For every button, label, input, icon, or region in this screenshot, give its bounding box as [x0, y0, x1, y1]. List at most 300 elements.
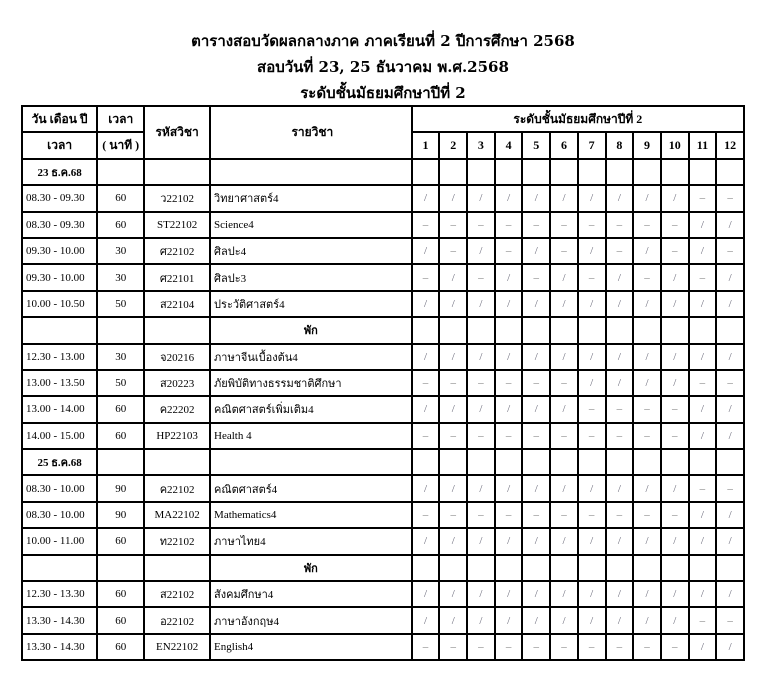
class-12-cell [716, 370, 744, 396]
exam-row [22, 264, 744, 290]
exam-taken-mark: / [673, 192, 677, 205]
class-7-cell [578, 291, 606, 317]
not-applicable-mark: – [644, 429, 650, 442]
exam-taken-mark: / [590, 377, 594, 390]
empty-cell [578, 449, 606, 475]
not-applicable-mark: – [450, 641, 456, 653]
class-9-cell [633, 423, 661, 449]
subject-name: ประวัติศาสตร์4 [210, 291, 412, 317]
exam-taken-mark: / [590, 245, 594, 258]
exam-taken-mark: / [617, 297, 621, 310]
exam-taken-mark: / [617, 271, 621, 284]
class-12-cell [716, 185, 744, 211]
class-5-cell [522, 212, 550, 238]
not-applicable-mark: – [505, 641, 512, 653]
exam-taken-mark: / [700, 218, 704, 231]
exam-minutes: 60 [97, 634, 144, 660]
not-applicable-mark: – [616, 429, 623, 442]
empty-cell [439, 159, 467, 185]
exam-taken-mark: / [479, 614, 483, 627]
class-3-cell [467, 185, 495, 211]
class-5-cell [522, 581, 550, 607]
not-applicable-mark: – [422, 429, 429, 442]
class-10-cell [661, 370, 689, 396]
class-6-cell [550, 212, 578, 238]
class-11-cell [689, 475, 717, 501]
empty-cell [550, 555, 578, 581]
empty-cell [522, 555, 550, 581]
exam-taken-mark: / [507, 535, 511, 548]
empty-cell [606, 317, 634, 343]
exam-taken-mark: / [590, 350, 594, 363]
exam-taken-mark: / [507, 297, 511, 310]
not-applicable-mark: – [478, 429, 484, 442]
empty-cell [467, 449, 495, 475]
class-4-cell [495, 581, 523, 607]
exam-date: 23 ธ.ค.68 [22, 159, 97, 185]
exam-taken-mark: / [534, 535, 538, 548]
class-10-cell [661, 634, 689, 660]
exam-minutes: 60 [97, 607, 144, 633]
class-1-cell [412, 528, 440, 554]
column-header-class-7: 7 [578, 132, 606, 158]
column-header-class-9: 9 [633, 132, 661, 158]
class-8-cell [606, 634, 634, 660]
class-1-cell [412, 423, 440, 449]
empty-cell [97, 449, 144, 475]
empty-cell [210, 159, 412, 185]
class-1-cell [412, 344, 440, 370]
class-12-cell [716, 607, 744, 633]
class-10-cell [661, 212, 689, 238]
exam-taken-mark: / [673, 350, 677, 363]
class-3-cell [467, 238, 495, 264]
class-4-cell [495, 502, 523, 528]
break-row [22, 555, 744, 581]
exam-minutes: 60 [97, 396, 144, 422]
class-12-cell [716, 396, 744, 422]
class-4-cell [495, 238, 523, 264]
class-3-cell [467, 581, 495, 607]
class-9-cell [633, 264, 661, 290]
empty-cell [633, 159, 661, 185]
class-4-cell [495, 185, 523, 211]
subject-code: ส20223 [144, 370, 210, 396]
not-applicable-mark: – [505, 377, 512, 390]
class-2-cell [439, 185, 467, 211]
empty-cell [633, 449, 661, 475]
class-3-cell [467, 264, 495, 290]
class-8-cell [606, 423, 634, 449]
exam-taken-mark: / [700, 588, 704, 601]
class-9-cell [633, 396, 661, 422]
exam-taken-mark: / [562, 271, 566, 284]
class-6-cell [550, 528, 578, 554]
not-applicable-mark: – [616, 509, 623, 522]
empty-cell [97, 317, 144, 343]
not-applicable-mark: – [478, 218, 484, 231]
exam-row [22, 344, 744, 370]
not-applicable-mark: – [533, 641, 540, 653]
class-8-cell [606, 396, 634, 422]
class-7-cell [578, 238, 606, 264]
class-11-cell [689, 344, 717, 370]
exam-minutes: 50 [97, 370, 144, 396]
not-applicable-mark: – [699, 482, 706, 495]
not-applicable-mark: – [450, 509, 456, 522]
empty-cell [689, 159, 717, 185]
class-9-cell [633, 370, 661, 396]
class-9-cell [633, 185, 661, 211]
class-10-cell [661, 291, 689, 317]
not-applicable-mark: – [671, 641, 678, 653]
empty-cell [661, 159, 689, 185]
column-header-grade-group: ระดับชั้นมัธยมศึกษาปีที่ 2 [412, 106, 744, 132]
class-2-cell [439, 238, 467, 264]
class-10-cell [661, 396, 689, 422]
empty-cell [522, 159, 550, 185]
class-4-cell [495, 291, 523, 317]
exam-row [22, 370, 744, 396]
exam-time: 08.30 - 09.30 [22, 212, 97, 238]
subject-code: อ22102 [144, 607, 210, 633]
not-applicable-mark: – [505, 429, 512, 442]
not-applicable-mark: – [561, 509, 567, 522]
exam-time: 08.30 - 10.00 [22, 475, 97, 501]
exam-taken-mark: / [673, 297, 677, 310]
class-2-cell [439, 528, 467, 554]
class-12-cell [716, 291, 744, 317]
class-4-cell [495, 344, 523, 370]
class-10-cell [661, 607, 689, 633]
column-header-date: วัน เดือน ปี [22, 106, 97, 132]
not-applicable-mark: – [422, 377, 429, 390]
not-applicable-mark: – [450, 245, 456, 258]
exam-taken-mark: / [534, 482, 538, 495]
exam-taken-mark: / [645, 192, 649, 205]
class-2-cell [439, 344, 467, 370]
column-header-class-2: 2 [439, 132, 467, 158]
class-4-cell [495, 212, 523, 238]
class-3-cell [467, 607, 495, 633]
class-2-cell [439, 607, 467, 633]
class-3-cell [467, 370, 495, 396]
class-1-cell [412, 502, 440, 528]
class-4-cell [495, 396, 523, 422]
exam-taken-mark: / [590, 482, 594, 495]
class-3-cell [467, 475, 495, 501]
empty-cell [522, 317, 550, 343]
not-applicable-mark: – [450, 377, 456, 390]
class-12-cell [716, 264, 744, 290]
exam-taken-mark: / [617, 377, 621, 390]
empty-cell [633, 317, 661, 343]
class-5-cell [522, 634, 550, 660]
class-4-cell [495, 475, 523, 501]
class-12-cell [716, 212, 744, 238]
class-10-cell [661, 185, 689, 211]
class-5-cell [522, 370, 550, 396]
class-4-cell [495, 634, 523, 660]
exam-taken-mark: / [673, 377, 677, 390]
break-row [22, 317, 744, 343]
empty-cell [689, 317, 717, 343]
exam-taken-mark: / [451, 350, 455, 363]
class-6-cell [550, 607, 578, 633]
not-applicable-mark: – [505, 218, 512, 231]
class-7-cell [578, 581, 606, 607]
class-3-cell [467, 396, 495, 422]
class-8-cell [606, 264, 634, 290]
exam-minutes: 60 [97, 423, 144, 449]
subject-code: จ20216 [144, 344, 210, 370]
subject-name: English4 [210, 634, 412, 660]
grade-level: ระดับชั้นมัธยมศึกษาปีที่ 2 [300, 84, 466, 102]
class-12-cell [716, 344, 744, 370]
empty-cell [606, 449, 634, 475]
header-row-1 [22, 106, 744, 132]
exam-taken-mark: / [590, 535, 594, 548]
not-applicable-mark: – [644, 218, 650, 231]
class-8-cell [606, 581, 634, 607]
class-3-cell [467, 634, 495, 660]
empty-cell [495, 159, 523, 185]
exam-taken-mark: / [479, 245, 483, 258]
class-3-cell [467, 212, 495, 238]
class-6-cell [550, 634, 578, 660]
break-label: พัก [210, 317, 412, 343]
exam-taken-mark: / [617, 614, 621, 627]
class-5-cell [522, 291, 550, 317]
not-applicable-mark: – [533, 271, 540, 284]
class-12-cell [716, 581, 744, 607]
not-applicable-mark: – [450, 429, 456, 442]
class-10-cell [661, 581, 689, 607]
class-5-cell [522, 344, 550, 370]
class-11-cell [689, 502, 717, 528]
class-6-cell [550, 344, 578, 370]
column-header-class-12: 12 [716, 132, 744, 158]
class-2-cell [439, 264, 467, 290]
not-applicable-mark: – [450, 218, 456, 231]
subject-name: คณิตศาสตร์4 [210, 475, 412, 501]
exam-taken-mark: / [562, 350, 566, 363]
exam-taken-mark: / [424, 192, 428, 205]
subject-name: ภาษาไทย4 [210, 528, 412, 554]
exam-taken-mark: / [728, 218, 732, 231]
class-12-cell [716, 502, 744, 528]
subject-name: สังคมศึกษา4 [210, 581, 412, 607]
exam-taken-mark: / [507, 403, 511, 416]
empty-cell [412, 449, 440, 475]
exam-taken-mark: / [617, 588, 621, 601]
exam-taken-mark: / [451, 614, 455, 627]
exam-taken-mark: / [451, 588, 455, 601]
empty-cell [97, 159, 144, 185]
exam-taken-mark: / [507, 614, 511, 627]
class-8-cell [606, 291, 634, 317]
class-6-cell [550, 291, 578, 317]
column-header-class-6: 6 [550, 132, 578, 158]
subject-name: ศิลปะ3 [210, 264, 412, 290]
class-9-cell [633, 581, 661, 607]
exam-minutes: 30 [97, 238, 144, 264]
empty-cell [412, 317, 440, 343]
exam-row [22, 581, 744, 607]
not-applicable-mark: – [588, 429, 595, 442]
exam-row [22, 528, 744, 554]
exam-taken-mark: / [562, 482, 566, 495]
exam-taken-mark: / [424, 588, 428, 601]
exam-taken-mark: / [562, 403, 566, 416]
exam-taken-mark: / [590, 192, 594, 205]
exam-taken-mark: / [424, 614, 428, 627]
subject-code: ส22104 [144, 291, 210, 317]
class-7-cell [578, 396, 606, 422]
class-8-cell [606, 475, 634, 501]
exam-taken-mark: / [534, 192, 538, 205]
exam-taken-mark: / [534, 350, 538, 363]
not-applicable-mark: – [727, 377, 733, 390]
class-11-cell [689, 581, 717, 607]
exam-taken-mark: / [617, 482, 621, 495]
empty-cell [22, 317, 97, 343]
not-applicable-mark: – [644, 403, 650, 416]
document-title: ตารางสอบวัดผลกลางภาค ภาคเรียนที่ 2 ปีการศึกษา 2568 [191, 32, 575, 50]
class-10-cell [661, 344, 689, 370]
not-applicable-mark: – [588, 509, 595, 522]
break-label: พัก [210, 555, 412, 581]
class-11-cell [689, 264, 717, 290]
not-applicable-mark: – [422, 509, 429, 522]
subject-name: ภาษาจีนเบื้องต้น4 [210, 344, 412, 370]
empty-cell [22, 555, 97, 581]
subject-code: ว22102 [144, 185, 210, 211]
not-applicable-mark: – [616, 245, 623, 258]
exam-taken-mark: / [424, 297, 428, 310]
not-applicable-mark: – [478, 377, 484, 390]
class-5-cell [522, 607, 550, 633]
column-header-name: รายวิชา [210, 106, 412, 159]
class-8-cell [606, 344, 634, 370]
not-applicable-mark: – [422, 218, 429, 231]
class-8-cell [606, 370, 634, 396]
class-2-cell [439, 423, 467, 449]
not-applicable-mark: – [671, 509, 678, 522]
not-applicable-mark: – [727, 245, 733, 258]
document-header [0, 28, 766, 106]
class-6-cell [550, 423, 578, 449]
empty-cell [439, 555, 467, 581]
class-10-cell [661, 238, 689, 264]
exam-taken-mark: / [534, 614, 538, 627]
empty-cell [144, 159, 210, 185]
class-11-cell [689, 185, 717, 211]
class-12-cell [716, 238, 744, 264]
empty-cell [495, 449, 523, 475]
exam-time: 10.00 - 10.50 [22, 291, 97, 317]
not-applicable-mark: – [588, 271, 595, 284]
subject-name: ภาษาอังกฤษ4 [210, 607, 412, 633]
exam-taken-mark: / [617, 350, 621, 363]
exam-taken-mark: / [700, 245, 704, 258]
not-applicable-mark: – [478, 641, 484, 653]
empty-cell [210, 449, 412, 475]
subject-code: HP22103 [144, 423, 210, 449]
exam-taken-mark: / [479, 588, 483, 601]
empty-cell [578, 159, 606, 185]
not-applicable-mark: – [533, 509, 540, 522]
column-header-class-3: 3 [467, 132, 495, 158]
exam-row [22, 291, 744, 317]
exam-minutes: 60 [97, 581, 144, 607]
column-header-duration: เวลา [97, 106, 144, 132]
exam-taken-mark: / [645, 350, 649, 363]
exam-minutes: 50 [97, 291, 144, 317]
exam-taken-mark: / [534, 245, 538, 258]
class-12-cell [716, 475, 744, 501]
exam-time: 08.30 - 09.30 [22, 185, 97, 211]
column-header-class-4: 4 [495, 132, 523, 158]
exam-taken-mark: / [534, 403, 538, 416]
class-8-cell [606, 212, 634, 238]
class-2-cell [439, 581, 467, 607]
not-applicable-mark: – [588, 218, 595, 231]
empty-cell [661, 555, 689, 581]
class-2-cell [439, 370, 467, 396]
exam-taken-mark: / [534, 588, 538, 601]
class-1-cell [412, 264, 440, 290]
exam-time: 14.00 - 15.00 [22, 423, 97, 449]
class-7-cell [578, 185, 606, 211]
exam-taken-mark: / [424, 350, 428, 363]
exam-minutes: 60 [97, 528, 144, 554]
exam-taken-mark: / [700, 641, 704, 653]
class-7-cell [578, 607, 606, 633]
class-2-cell [439, 212, 467, 238]
empty-cell [144, 449, 210, 475]
class-10-cell [661, 502, 689, 528]
column-header-class-8: 8 [606, 132, 634, 158]
column-header-minutes: ( นาที ) [97, 132, 144, 158]
empty-cell [144, 317, 210, 343]
exam-taken-mark: / [562, 297, 566, 310]
not-applicable-mark: – [505, 245, 512, 258]
empty-cell [412, 159, 440, 185]
class-6-cell [550, 185, 578, 211]
class-3-cell [467, 502, 495, 528]
not-applicable-mark: – [561, 218, 567, 231]
subject-name: ศิลปะ4 [210, 238, 412, 264]
exam-row [22, 475, 744, 501]
subject-code: ท22102 [144, 528, 210, 554]
class-1-cell [412, 291, 440, 317]
not-applicable-mark: – [533, 377, 540, 390]
exam-taken-mark: / [728, 641, 732, 653]
exam-schedule-table [21, 105, 745, 661]
class-1-cell [412, 634, 440, 660]
exam-time: 08.30 - 10.00 [22, 502, 97, 528]
class-9-cell [633, 634, 661, 660]
exam-taken-mark: / [728, 588, 732, 601]
column-header-time: เวลา [22, 132, 97, 158]
exam-taken-mark: / [451, 403, 455, 416]
class-2-cell [439, 291, 467, 317]
class-5-cell [522, 238, 550, 264]
exam-taken-mark: / [507, 192, 511, 205]
class-8-cell [606, 502, 634, 528]
exam-time: 13.00 - 13.50 [22, 370, 97, 396]
